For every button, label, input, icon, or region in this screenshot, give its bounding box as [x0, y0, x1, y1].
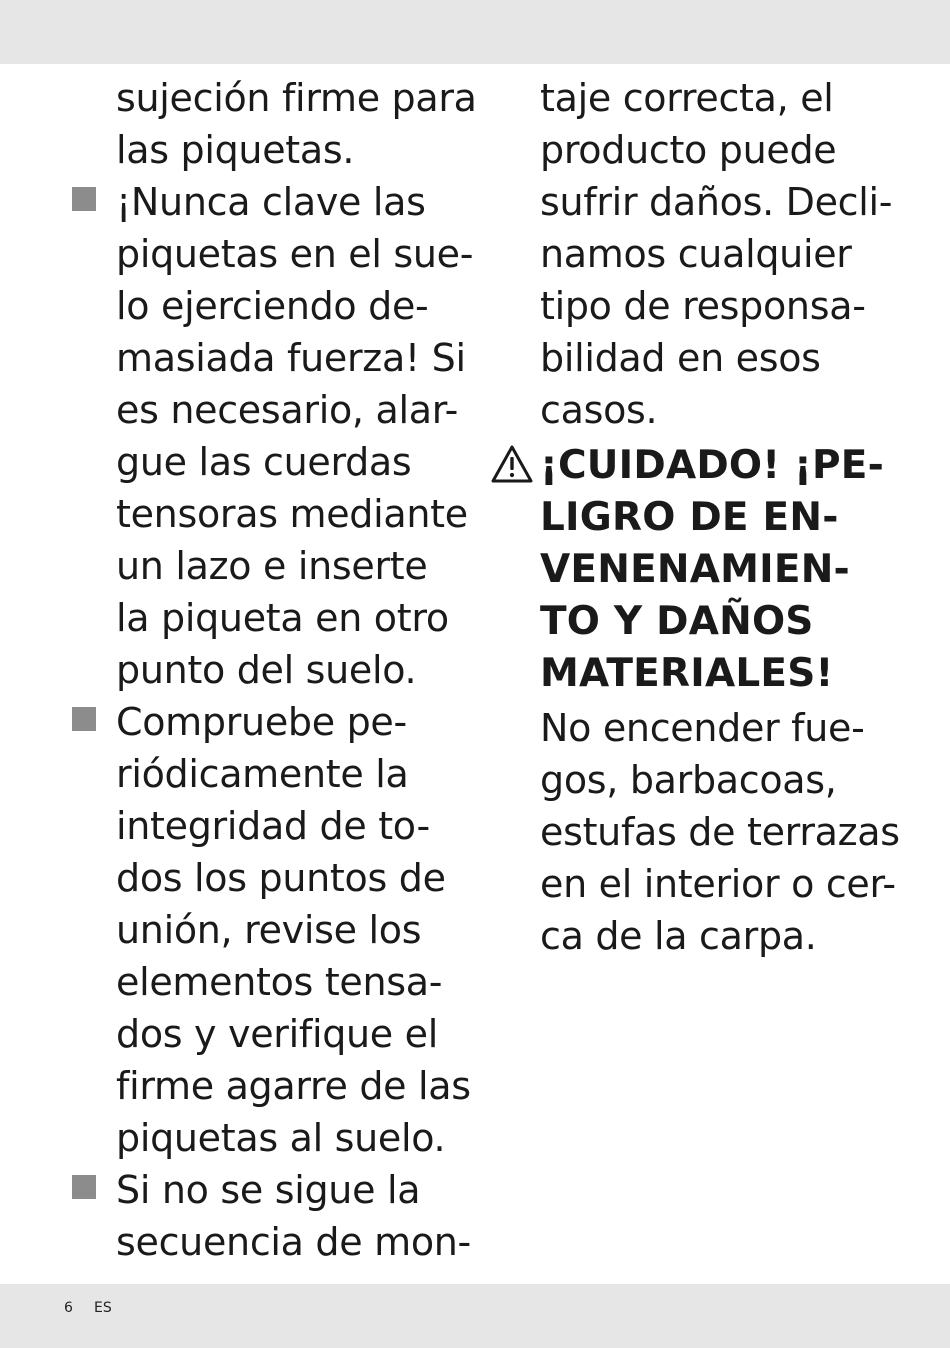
page-number: 6: [64, 1300, 73, 1316]
text-line: gue las cuerdas: [116, 440, 412, 484]
text-line: punto del suelo.: [116, 648, 417, 692]
text-line: sujeción firme para: [116, 76, 477, 120]
text-line: producto puede: [540, 128, 837, 172]
text-line: un lazo e inserte: [116, 544, 428, 588]
text-line: namos cualquier: [540, 232, 852, 276]
bullet-square-icon: [72, 1175, 96, 1199]
text-line: dos los puntos de: [116, 856, 446, 900]
warning-body-line: No encender fue-: [540, 706, 865, 750]
text-line: riódicamente la: [116, 752, 409, 796]
warning-body-line: ca de la carpa.: [540, 914, 817, 958]
text-line: la piqueta en otro: [116, 596, 449, 640]
bullet-square-icon: [72, 707, 96, 731]
text-line: las piquetas.: [116, 128, 355, 172]
warning-triangle-icon: [490, 444, 534, 484]
warning-body-line: estufas de terrazas: [540, 810, 900, 854]
text-line: dos y verifique el: [116, 1012, 438, 1056]
footer-band: [0, 1284, 950, 1348]
text-line: Si no se sigue la: [116, 1168, 421, 1212]
text-line: lo ejerciendo de-: [116, 284, 429, 328]
text-line: unión, revise los: [116, 908, 422, 952]
warning-heading-line: MATERIALES!: [540, 651, 834, 696]
header-band: [0, 0, 950, 64]
warning-heading-line: LIGRO DE EN-: [540, 495, 839, 540]
text-line: es necesario, alar-: [116, 388, 458, 432]
warning-heading-line: VENENAMIEN-: [540, 547, 850, 592]
text-line: tensoras mediante: [116, 492, 468, 536]
text-line: integridad de to-: [116, 804, 430, 848]
warning-heading-line: TO Y DAÑOS: [540, 599, 814, 644]
warning-heading-line: ¡CUIDADO! ¡PE-: [540, 443, 885, 488]
text-line: tipo de responsa-: [540, 284, 866, 328]
text-line: piquetas al suelo.: [116, 1116, 446, 1160]
text-line: elementos tensa-: [116, 960, 443, 1004]
text-line: firme agarre de las: [116, 1064, 471, 1108]
text-line: ¡Nunca clave las: [116, 180, 426, 224]
text-line: secuencia de mon-: [116, 1220, 471, 1264]
text-line: sufrir daños. Decli-: [540, 180, 893, 224]
warning-body-line: gos, barbacoas,: [540, 758, 837, 802]
text-line: taje correcta, el: [540, 76, 834, 120]
bullet-square-icon: [72, 187, 96, 211]
text-line: casos.: [540, 388, 658, 432]
language-code: ES: [94, 1300, 112, 1316]
text-line: bilidad en esos: [540, 336, 821, 380]
text-line: Compruebe pe-: [116, 700, 407, 744]
text-line: piquetas en el sue-: [116, 232, 474, 276]
text-line: masiada fuerza! Si: [116, 336, 466, 380]
warning-body-line: en el interior o cer-: [540, 862, 896, 906]
